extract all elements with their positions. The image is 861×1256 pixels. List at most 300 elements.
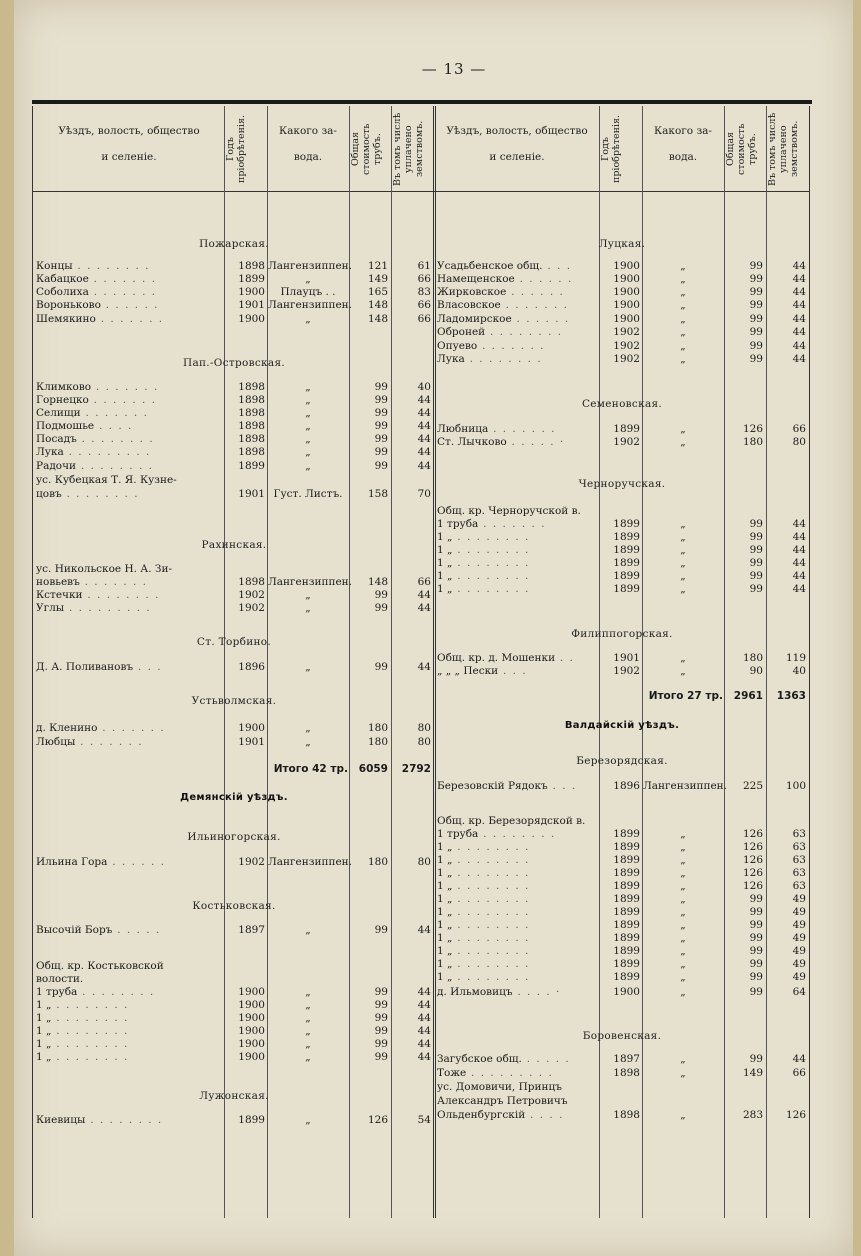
- row-cost: 99: [749, 260, 763, 272]
- row-name-text: Лука: [36, 446, 64, 458]
- volost-title: Ст. Торбино.: [196, 636, 272, 648]
- leader-dots: . . . . . . . .: [464, 353, 543, 365]
- volost-title: Пап.-Островская.: [182, 357, 286, 369]
- row-year: 1901: [238, 299, 265, 311]
- row-factory: „: [305, 1038, 311, 1050]
- row-year: 1900: [613, 273, 640, 285]
- row-name: [36, 722, 222, 735]
- leader-dots: . . . . . . . .: [485, 326, 563, 338]
- row-zemstvo: 66: [417, 576, 431, 588]
- leader-dots: . . . . . ·: [506, 436, 565, 448]
- row-year: 1897: [613, 1053, 640, 1065]
- leader-dots: . . . .: [94, 420, 133, 432]
- row-factory: „: [305, 986, 311, 998]
- leader-dots: . . . . . . .: [88, 394, 157, 406]
- row-factory: „: [305, 722, 311, 734]
- row-zemstvo: 44: [792, 518, 806, 530]
- row-name-text: 1 „: [437, 919, 453, 931]
- row-name: [36, 420, 222, 433]
- leader-dots: . . . . . .: [514, 273, 573, 285]
- row-name: [437, 273, 597, 286]
- row-cost: 99: [374, 394, 388, 406]
- volost-title: Березорядская.: [576, 755, 668, 767]
- leader-dots: . . .: [547, 780, 577, 792]
- row-name: [36, 736, 222, 749]
- row-name: [36, 299, 222, 312]
- leader-dots: . . . . . . .: [75, 736, 144, 748]
- row-year: 1900: [613, 986, 640, 998]
- row-name: [437, 544, 597, 557]
- row-factory: „: [680, 867, 686, 879]
- row-year: 1902: [613, 436, 640, 448]
- row-cost: 180: [367, 736, 388, 748]
- row-name: [437, 326, 597, 339]
- row-name: [437, 893, 597, 906]
- row-name: [36, 446, 222, 459]
- leader-dots: . . . . . . .: [488, 423, 556, 435]
- row-zemstvo: 80: [417, 736, 431, 748]
- row-name-text: Общ. кр. Черноручской в.: [437, 505, 581, 517]
- leader-dots: . . .: [133, 661, 163, 673]
- total-zemstvo-left: 2792: [401, 763, 431, 775]
- row-year: 1899: [613, 531, 640, 543]
- leader-dots: . . . . . . . .: [85, 1114, 163, 1126]
- row-name-text: ус. Домовичи, Принцъ: [437, 1081, 562, 1093]
- row-factory: „: [680, 828, 686, 840]
- row-name-text: 1 „: [437, 893, 453, 905]
- row-factory: „: [680, 958, 686, 970]
- row-zemstvo: 49: [792, 906, 806, 918]
- row-cost: 99: [374, 986, 388, 998]
- row-factory: „: [680, 423, 686, 435]
- leader-dots: . . . . . . . .: [51, 1012, 129, 1024]
- row-zemstvo: 44: [792, 583, 806, 595]
- row-cost: 99: [749, 340, 763, 352]
- header-cost-left: Общая стоимость трубъ.: [350, 123, 383, 175]
- row-zemstvo: 126: [785, 1109, 806, 1121]
- row-year: 1900: [238, 1025, 265, 1037]
- row-factory: „: [680, 557, 686, 569]
- row-zemstvo: 44: [792, 353, 806, 365]
- row-name-text: Усадьбенское общ.: [437, 260, 543, 272]
- row-year: 1899: [613, 971, 640, 983]
- row-name-text: Лука: [437, 353, 465, 365]
- total-label-left: Итого 42 тр.: [273, 763, 348, 775]
- leader-dots: . . . . . . .: [500, 299, 569, 311]
- row-cost: 99: [749, 570, 763, 582]
- row-year: 1898: [613, 1109, 640, 1121]
- header-factory-line1: Какого за-: [279, 125, 337, 137]
- row-cost: 99: [374, 420, 388, 432]
- leader-dots: . . . .: [525, 1109, 564, 1121]
- header-district-line2: и селеніе.: [489, 151, 545, 163]
- row-name-text: Горнецко: [36, 394, 89, 406]
- header-zemstvo-right: Въ томъ числѣ уплачено земствомъ.: [767, 112, 800, 186]
- row-zemstvo: 63: [792, 854, 806, 866]
- row-year: 1896: [613, 780, 640, 792]
- row-zemstvo: 80: [417, 722, 431, 734]
- row-name-text: Ольденбургскій: [437, 1109, 526, 1121]
- row-name-text: 1 „: [437, 867, 453, 879]
- leader-dots: . . . . . .: [107, 856, 166, 868]
- row-name: [437, 780, 597, 793]
- row-name: [437, 828, 597, 841]
- row-cost: 148: [367, 576, 388, 588]
- row-cost: 99: [749, 1053, 763, 1065]
- leader-dots: . . . . . . . . .: [64, 602, 152, 614]
- row-name-text: 1 „: [437, 971, 453, 983]
- leader-dots: . . . . . .: [511, 313, 570, 325]
- row-factory: Густ. Листъ.: [273, 488, 343, 500]
- leader-dots: . . . . . . . .: [452, 971, 530, 983]
- row-factory: „: [680, 893, 686, 905]
- leader-dots: . . .: [498, 665, 528, 677]
- row-name: [437, 841, 597, 854]
- row-factory: „: [305, 1025, 311, 1037]
- row-zemstvo: 80: [417, 856, 431, 868]
- row-factory: „: [305, 661, 311, 673]
- row-name: [36, 1051, 222, 1064]
- row-year: 1902: [238, 589, 265, 601]
- row-name: [36, 960, 222, 973]
- row-factory: „: [680, 932, 686, 944]
- row-zemstvo: 49: [792, 971, 806, 983]
- header-zemstvo-left: Въ томъ числѣ уплачено земствомъ.: [392, 112, 425, 186]
- row-year: 1896: [238, 661, 265, 673]
- row-name-text: Селищи: [36, 407, 81, 419]
- volost-title: Ильиногорская.: [187, 831, 281, 843]
- leader-dots: . . . . . . . .: [452, 893, 530, 905]
- row-name-text: Д. А. Поливановъ: [36, 661, 134, 673]
- row-cost: 99: [749, 531, 763, 543]
- header-factory-line1: Какого за-: [654, 125, 712, 137]
- row-name-text: Любница: [437, 423, 489, 435]
- row-name-text: Оброней: [437, 326, 486, 338]
- leader-dots: . . . . . . . .: [72, 260, 150, 272]
- leader-dots: . . . . . . . .: [452, 841, 530, 853]
- row-name-text: Намещенское: [437, 273, 515, 285]
- row-name: [36, 488, 222, 501]
- row-factory: „: [680, 340, 686, 352]
- row-name-text: 1 „: [437, 583, 453, 595]
- row-cost: 99: [374, 661, 388, 673]
- row-name: [36, 407, 222, 420]
- leader-dots: . . . . . . . .: [51, 1038, 129, 1050]
- row-cost: 99: [749, 958, 763, 970]
- row-zemstvo: 44: [417, 1012, 431, 1024]
- leader-dots: . . . . . . .: [478, 518, 547, 530]
- row-name: [36, 313, 222, 326]
- volost-title: Устьволмская.: [191, 695, 277, 707]
- row-name: [437, 906, 597, 919]
- row-zemstvo: 44: [417, 433, 431, 445]
- row-name: [36, 273, 222, 286]
- row-name-text: 1 „: [437, 958, 453, 970]
- row-cost: 99: [374, 999, 388, 1011]
- row-year: 1899: [613, 932, 640, 944]
- row-factory: „: [680, 353, 686, 365]
- row-name: [437, 260, 597, 273]
- leader-dots: . . . . . .: [506, 286, 565, 298]
- row-name: [437, 570, 597, 583]
- row-name: [36, 1114, 222, 1127]
- row-cost: 99: [374, 1038, 388, 1050]
- leader-dots: . . . . . . .: [95, 313, 164, 325]
- volost-title: Луцкая.: [598, 238, 646, 250]
- row-name-text: Тоже: [437, 1067, 467, 1079]
- row-zemstvo: 119: [785, 652, 806, 664]
- row-cost: 99: [749, 326, 763, 338]
- row-factory: „: [680, 971, 686, 983]
- leader-dots: . . . . . . . .: [452, 880, 530, 892]
- header-year-right: Годъ пріобрѣтенія.: [600, 115, 622, 183]
- row-name-text: Ильина Гора: [36, 856, 108, 868]
- row-name-text: Подмошье: [36, 420, 95, 432]
- leader-dots: . . . . . . . .: [76, 433, 155, 445]
- row-year: 1899: [613, 919, 640, 931]
- row-zemstvo: 44: [792, 260, 806, 272]
- row-name-text: 1 „: [36, 1038, 52, 1050]
- volost-title: Филиппогорская.: [571, 628, 673, 640]
- row-zemstvo: 44: [792, 557, 806, 569]
- row-cost: 99: [749, 544, 763, 556]
- row-year: 1900: [238, 1051, 265, 1063]
- row-name: [36, 973, 222, 986]
- row-factory: Лангензиппен.: [268, 856, 353, 868]
- row-year: 1898: [238, 260, 265, 272]
- row-cost: 99: [749, 583, 763, 595]
- row-factory: „: [305, 394, 311, 406]
- row-cost: 99: [374, 1025, 388, 1037]
- volost-title: Семеновская.: [581, 398, 663, 410]
- row-name-text: Общ. кр. д. Мошенки: [437, 652, 556, 664]
- row-zemstvo: 64: [792, 986, 806, 998]
- row-zemstvo: 63: [792, 841, 806, 853]
- row-cost: 99: [374, 446, 388, 458]
- row-year: 1899: [613, 544, 640, 556]
- row-factory: „: [680, 665, 686, 677]
- row-name-text: 1 „: [36, 1051, 52, 1063]
- row-name: [36, 661, 222, 674]
- header-year-left: Годъ пріобрѣтенія.: [225, 115, 247, 183]
- row-factory: „: [680, 326, 686, 338]
- total-label-right: Итого 27 тр.: [648, 690, 723, 702]
- header-district-right: [437, 118, 597, 170]
- row-zemstvo: 44: [417, 446, 431, 458]
- row-name-text: „ „ „ Пески: [437, 665, 499, 677]
- row-cost: 180: [367, 856, 388, 868]
- leader-dots: . . . . . . . .: [452, 531, 530, 543]
- header-district-line2: и селеніе.: [101, 151, 157, 163]
- leader-dots: . . . . . . . . .: [466, 1067, 554, 1079]
- row-factory: Плауцъ . .: [280, 286, 336, 298]
- row-cost: 99: [374, 460, 388, 472]
- row-name-text: волости.: [36, 973, 84, 985]
- row-zemstvo: 54: [417, 1114, 431, 1126]
- row-cost: 99: [749, 273, 763, 285]
- row-name: [36, 999, 222, 1012]
- row-year: 1898: [238, 394, 265, 406]
- leader-dots: . . . . .: [521, 1053, 571, 1065]
- leader-dots: . . . . . . .: [88, 273, 157, 285]
- row-year: 1902: [238, 856, 265, 868]
- row-factory: Лангензиппен.: [268, 576, 353, 588]
- row-cost: 99: [749, 945, 763, 957]
- row-factory: „: [680, 919, 686, 931]
- row-name: [437, 1109, 597, 1122]
- row-year: 1900: [613, 260, 640, 272]
- row-year: 1898: [238, 420, 265, 432]
- row-name: [437, 436, 597, 449]
- volost-title: Костьковская.: [192, 900, 276, 912]
- row-name: [437, 518, 597, 531]
- row-zemstvo: 66: [417, 313, 431, 325]
- row-factory: Лангензиппен.: [268, 260, 353, 272]
- row-cost: 126: [742, 841, 763, 853]
- row-factory: „: [305, 313, 311, 325]
- row-year: 1898: [238, 381, 265, 393]
- row-zemstvo: 66: [417, 299, 431, 311]
- row-factory: „: [680, 570, 686, 582]
- row-year: 1900: [613, 313, 640, 325]
- row-name-text: 1 „: [36, 1025, 52, 1037]
- row-year: 1899: [613, 945, 640, 957]
- row-name-text: 1 „: [36, 1012, 52, 1024]
- row-zemstvo: 49: [792, 958, 806, 970]
- row-name: [437, 313, 597, 326]
- row-factory: „: [305, 589, 311, 601]
- row-zemstvo: 44: [792, 544, 806, 556]
- row-zemstvo: 44: [792, 299, 806, 311]
- row-cost: 99: [749, 557, 763, 569]
- row-cost: 99: [374, 1051, 388, 1063]
- row-year: 1902: [238, 602, 265, 614]
- row-name: [437, 557, 597, 570]
- row-year: 1898: [238, 433, 265, 445]
- row-zemstvo: 63: [792, 880, 806, 892]
- row-year: 1899: [613, 854, 640, 866]
- leader-dots: . . . . . . . .: [452, 544, 530, 556]
- row-cost: 121: [367, 260, 388, 272]
- row-zemstvo: 44: [792, 313, 806, 325]
- row-name-text: цовъ: [36, 488, 62, 500]
- leader-dots: . . . . . . . .: [61, 488, 140, 500]
- leader-dots: . . . . . . . .: [51, 999, 129, 1011]
- row-cost: 99: [749, 986, 763, 998]
- row-name-text: Ст. Лычково: [437, 436, 507, 448]
- row-zemstvo: 40: [417, 381, 431, 393]
- row-name-text: Углы: [36, 602, 65, 614]
- row-year: 1900: [238, 1038, 265, 1050]
- row-cost: 99: [374, 433, 388, 445]
- row-name: [36, 433, 222, 446]
- row-zemstvo: 44: [417, 420, 431, 432]
- row-year: 1899: [613, 828, 640, 840]
- row-year: 1899: [613, 893, 640, 905]
- row-year: 1899: [238, 460, 265, 472]
- header-district-line1: Уѣздъ, волость, общество: [58, 125, 200, 137]
- row-year: 1899: [238, 1114, 265, 1126]
- header-bottom-rule: [32, 191, 810, 192]
- row-zemstvo: 44: [417, 924, 431, 936]
- row-factory: „: [305, 273, 311, 285]
- row-factory: „: [305, 924, 311, 936]
- row-name-text: Климково: [36, 381, 92, 393]
- row-name: [36, 1025, 222, 1038]
- total-cost-right: 2961: [733, 690, 763, 702]
- row-cost: 126: [742, 880, 763, 892]
- row-name: [437, 531, 597, 544]
- row-name: [36, 1012, 222, 1025]
- row-zemstvo: 44: [417, 460, 431, 472]
- row-name: [36, 986, 222, 999]
- row-cost: 165: [367, 286, 388, 298]
- row-year: 1902: [613, 353, 640, 365]
- row-year: 1899: [238, 273, 265, 285]
- row-factory: „: [305, 999, 311, 1011]
- row-factory: „: [305, 736, 311, 748]
- row-year: 1900: [613, 299, 640, 311]
- row-year: 1898: [613, 1067, 640, 1079]
- leader-dots: . . . . . . . .: [452, 945, 530, 957]
- row-name-text: Березовскій Рядокъ: [437, 780, 548, 792]
- row-name-text: 1 „: [437, 854, 453, 866]
- leader-dots: . . . . . . . .: [452, 557, 530, 569]
- row-zemstvo: 44: [417, 1038, 431, 1050]
- leader-dots: . . . . . . . .: [82, 589, 160, 601]
- row-year: 1900: [238, 313, 265, 325]
- leader-dots: . . . . . . . .: [452, 932, 530, 944]
- row-factory: „: [680, 260, 686, 272]
- header-factory-right: [643, 118, 723, 170]
- row-name-text: Любцы: [36, 736, 76, 748]
- center-double-rule: [433, 106, 436, 1218]
- row-factory: „: [680, 906, 686, 918]
- row-factory: „: [305, 433, 311, 445]
- row-year: 1898: [238, 576, 265, 588]
- header-cost-right: Общая стоимость трубъ.: [725, 123, 758, 175]
- row-year: 1899: [613, 583, 640, 595]
- row-name: [437, 958, 597, 971]
- row-factory: „: [680, 286, 686, 298]
- row-name-text: Александръ Петровичъ: [437, 1095, 568, 1107]
- leader-dots: . . . . . . . .: [452, 570, 530, 582]
- row-name: [437, 945, 597, 958]
- row-year: 1901: [238, 736, 265, 748]
- row-name-text: Общ. кр. Березорядской в.: [437, 815, 586, 827]
- row-factory: „: [305, 446, 311, 458]
- row-factory: „: [680, 986, 686, 998]
- row-name-text: Радочи: [36, 460, 77, 472]
- row-zemstvo: 44: [792, 340, 806, 352]
- volost-title: Боровенская.: [582, 1030, 662, 1042]
- row-year: 1898: [238, 407, 265, 419]
- row-year: 1899: [613, 423, 640, 435]
- row-name-text: 1 труба: [437, 828, 479, 840]
- row-factory: „: [680, 652, 686, 664]
- row-cost: 126: [742, 828, 763, 840]
- row-name: [437, 919, 597, 932]
- row-name-text: Жирковское: [437, 286, 507, 298]
- row-name: [437, 505, 597, 518]
- row-zemstvo: 83: [417, 286, 431, 298]
- leader-dots: . . . . . . .: [477, 340, 545, 352]
- volost-title: Черноручская.: [578, 478, 666, 490]
- row-name-text: Шемякино: [36, 313, 96, 325]
- header-district-line1: Уѣздъ, волость, общество: [446, 125, 588, 137]
- row-zemstvo: 61: [417, 260, 431, 272]
- row-year: 1901: [613, 652, 640, 664]
